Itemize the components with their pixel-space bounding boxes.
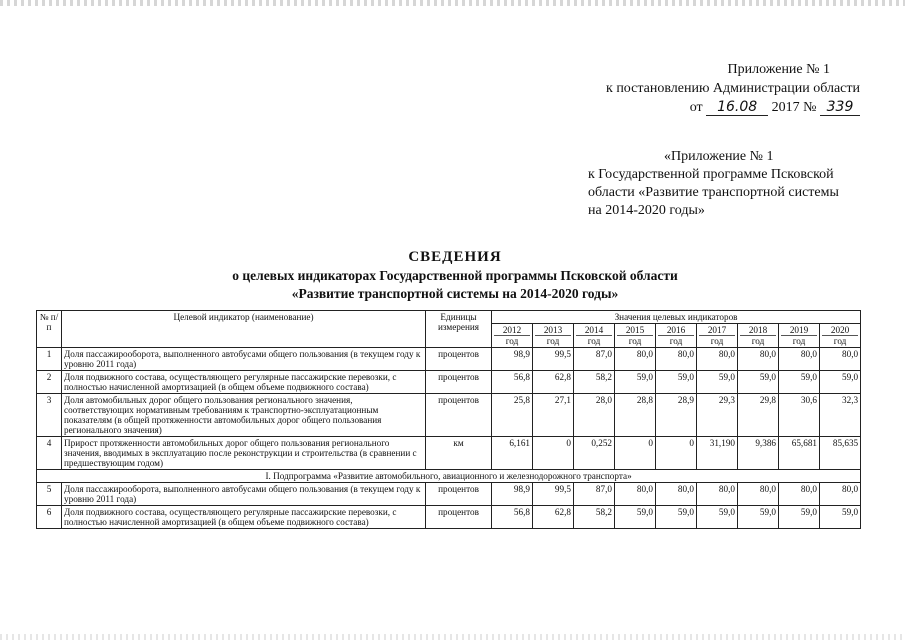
row-number: 4 <box>37 437 62 470</box>
value-cell: 59,0 <box>779 506 820 529</box>
header-year <box>533 324 574 348</box>
value-cell: 29,3 <box>697 394 738 437</box>
scan-edge-top <box>0 0 905 6</box>
handwritten-date: 16.08 <box>706 100 768 116</box>
value-cell: 28,9 <box>656 394 697 437</box>
year-word: год <box>535 335 571 346</box>
program-appendix-line: к Государственной программе Псковской <box>588 167 834 182</box>
value-cell: 98,9 <box>492 348 533 371</box>
unit-cell: процентов <box>426 348 492 371</box>
year-word: год <box>781 335 817 346</box>
unit-cell: процентов <box>426 394 492 437</box>
table-row <box>37 506 861 529</box>
document-heading <box>60 248 850 303</box>
value-cell: 59,0 <box>779 371 820 394</box>
header-year <box>697 324 738 348</box>
indicator-name: Доля пассажирооборота, выполненного автобусами общего пользования (в текущем году к уровню 2011 года) <box>62 348 426 371</box>
row-number: 6 <box>37 506 62 529</box>
value-cell: 80,0 <box>615 348 656 371</box>
value-cell: 85,635 <box>820 437 861 470</box>
header-year <box>779 324 820 348</box>
scan-edge-bottom <box>0 634 905 640</box>
value-cell: 80,0 <box>656 348 697 371</box>
unit-cell: км <box>426 437 492 470</box>
indicator-name: Доля автомобильных дорог общего пользования регионального значения, соответствующих нормативным требованиям к транспортно-эксплуатационным показателям (в общей протяженности автомобильных дорог общего пользования регионального значения) <box>62 394 426 437</box>
value-cell: 0,252 <box>574 437 615 470</box>
value-cell: 65,681 <box>779 437 820 470</box>
year-word: год <box>699 335 735 346</box>
value-cell: 28,8 <box>615 394 656 437</box>
indicator-name: Доля пассажирооборота, выполненного автобусами общего пользования (в текущем году к уровню 2011 года) <box>62 483 426 506</box>
year-value: 2018 <box>748 325 768 335</box>
value-cell: 87,0 <box>574 483 615 506</box>
table-body <box>37 348 861 529</box>
value-cell: 59,0 <box>697 506 738 529</box>
value-cell: 56,8 <box>492 371 533 394</box>
value-cell: 80,0 <box>697 483 738 506</box>
year-number-label: 2017 № <box>771 100 817 115</box>
value-cell: 62,8 <box>533 506 574 529</box>
value-cell: 32,3 <box>820 394 861 437</box>
program-appendix-line: на 2014-2020 годы» <box>588 203 705 218</box>
value-cell: 80,0 <box>820 483 861 506</box>
header-indicator: Целевой индикатор (наименование) <box>62 311 426 348</box>
value-cell: 80,0 <box>738 348 779 371</box>
value-cell: 80,0 <box>656 483 697 506</box>
indicator-name: Прирост протяженности автомобильных дорог общего пользования регионального значения, вводимых в эксплуатацию после реконструкции и строительства (в сравнении с предшествующим годом) <box>62 437 426 470</box>
table-row <box>37 437 861 470</box>
document-title: СВЕДЕНИЯ <box>408 249 502 265</box>
value-cell: 59,0 <box>738 506 779 529</box>
program-appendix-line: области «Развитие транспортной системы <box>588 185 839 200</box>
value-cell: 59,0 <box>615 506 656 529</box>
header-year <box>738 324 779 348</box>
value-cell: 56,8 <box>492 506 533 529</box>
row-number: 2 <box>37 371 62 394</box>
value-cell: 59,0 <box>820 506 861 529</box>
header-year <box>492 324 533 348</box>
value-cell: 80,0 <box>697 348 738 371</box>
value-cell: 59,0 <box>615 371 656 394</box>
year-word: год <box>617 335 653 346</box>
table-row <box>37 348 861 371</box>
value-cell: 0 <box>533 437 574 470</box>
document-subtitle: «Развитие транспортной системы на 2014-2020 годы» <box>291 286 619 301</box>
value-cell: 59,0 <box>656 506 697 529</box>
value-cell: 29,8 <box>738 394 779 437</box>
program-appendix-title: «Приложение № 1 <box>664 149 774 164</box>
year-value: 2019 <box>789 325 809 335</box>
year-value: 2014 <box>584 325 604 335</box>
indicators-table <box>36 310 861 529</box>
value-cell: 25,8 <box>492 394 533 437</box>
appendix-decree: к постановлению Администрации области <box>606 81 860 96</box>
table-row <box>37 394 861 437</box>
header-values: Значения целевых индикаторов <box>492 311 861 324</box>
value-cell: 80,0 <box>820 348 861 371</box>
value-cell: 0 <box>615 437 656 470</box>
value-cell: 31,190 <box>697 437 738 470</box>
value-cell: 59,0 <box>697 371 738 394</box>
header-year <box>656 324 697 348</box>
value-cell: 62,8 <box>533 371 574 394</box>
value-cell: 59,0 <box>656 371 697 394</box>
table-row <box>37 483 861 506</box>
header-unit: Единицы измерения <box>426 311 492 348</box>
unit-cell: процентов <box>426 506 492 529</box>
value-cell: 59,0 <box>738 371 779 394</box>
value-cell: 80,0 <box>615 483 656 506</box>
header-num: № п/п <box>37 311 62 348</box>
year-value: 2017 <box>707 325 727 335</box>
year-word: год <box>658 335 694 346</box>
appendix-date-line <box>560 98 860 117</box>
table-row <box>37 371 861 394</box>
value-cell: 0 <box>656 437 697 470</box>
year-word: год <box>576 335 612 346</box>
year-word: год <box>494 335 530 346</box>
value-cell: 99,5 <box>533 348 574 371</box>
year-value: 2020 <box>830 325 850 335</box>
header-year <box>574 324 615 348</box>
row-number: 5 <box>37 483 62 506</box>
value-cell: 80,0 <box>738 483 779 506</box>
value-cell: 98,9 <box>492 483 533 506</box>
handwritten-number: 339 <box>820 100 860 116</box>
value-cell: 87,0 <box>574 348 615 371</box>
value-cell: 80,0 <box>779 348 820 371</box>
value-cell: 6,161 <box>492 437 533 470</box>
value-cell: 30,6 <box>779 394 820 437</box>
row-number: 3 <box>37 394 62 437</box>
value-cell: 28,0 <box>574 394 615 437</box>
header-year <box>615 324 656 348</box>
date-prefix: от <box>689 100 703 115</box>
year-word: год <box>822 335 858 346</box>
indicator-name: Доля подвижного состава, осуществляющего регулярные пассажирские перевозки, с полностью начисленной амортизацией (в общем объеме подвижного состава) <box>62 506 426 529</box>
value-cell: 58,2 <box>574 371 615 394</box>
year-word: год <box>740 335 776 346</box>
subprogram-title: I. Подпрограмма «Развитие автомобильного, авиационного и железнодорожного транспорта» <box>37 470 861 483</box>
year-value: 2013 <box>543 325 563 335</box>
value-cell: 80,0 <box>779 483 820 506</box>
unit-cell: процентов <box>426 483 492 506</box>
year-value: 2016 <box>666 325 686 335</box>
value-cell: 27,1 <box>533 394 574 437</box>
appendix-header <box>560 60 860 117</box>
value-cell: 59,0 <box>820 371 861 394</box>
subprogram-row <box>37 470 861 483</box>
program-appendix-block <box>588 148 866 220</box>
value-cell: 99,5 <box>533 483 574 506</box>
indicator-name: Доля подвижного состава, осуществляющего регулярные пассажирские перевозки, с полностью начисленной амортизацией (в общем объеме подвижного состава) <box>62 371 426 394</box>
appendix-title: Приложение № 1 <box>727 62 830 77</box>
value-cell: 58,2 <box>574 506 615 529</box>
year-value: 2015 <box>625 325 645 335</box>
unit-cell: процентов <box>426 371 492 394</box>
row-number: 1 <box>37 348 62 371</box>
header-year <box>820 324 861 348</box>
value-cell: 9,386 <box>738 437 779 470</box>
document-subtitle: о целевых индикаторах Государственной программы Псковской области <box>232 268 678 283</box>
year-value: 2012 <box>502 325 522 335</box>
